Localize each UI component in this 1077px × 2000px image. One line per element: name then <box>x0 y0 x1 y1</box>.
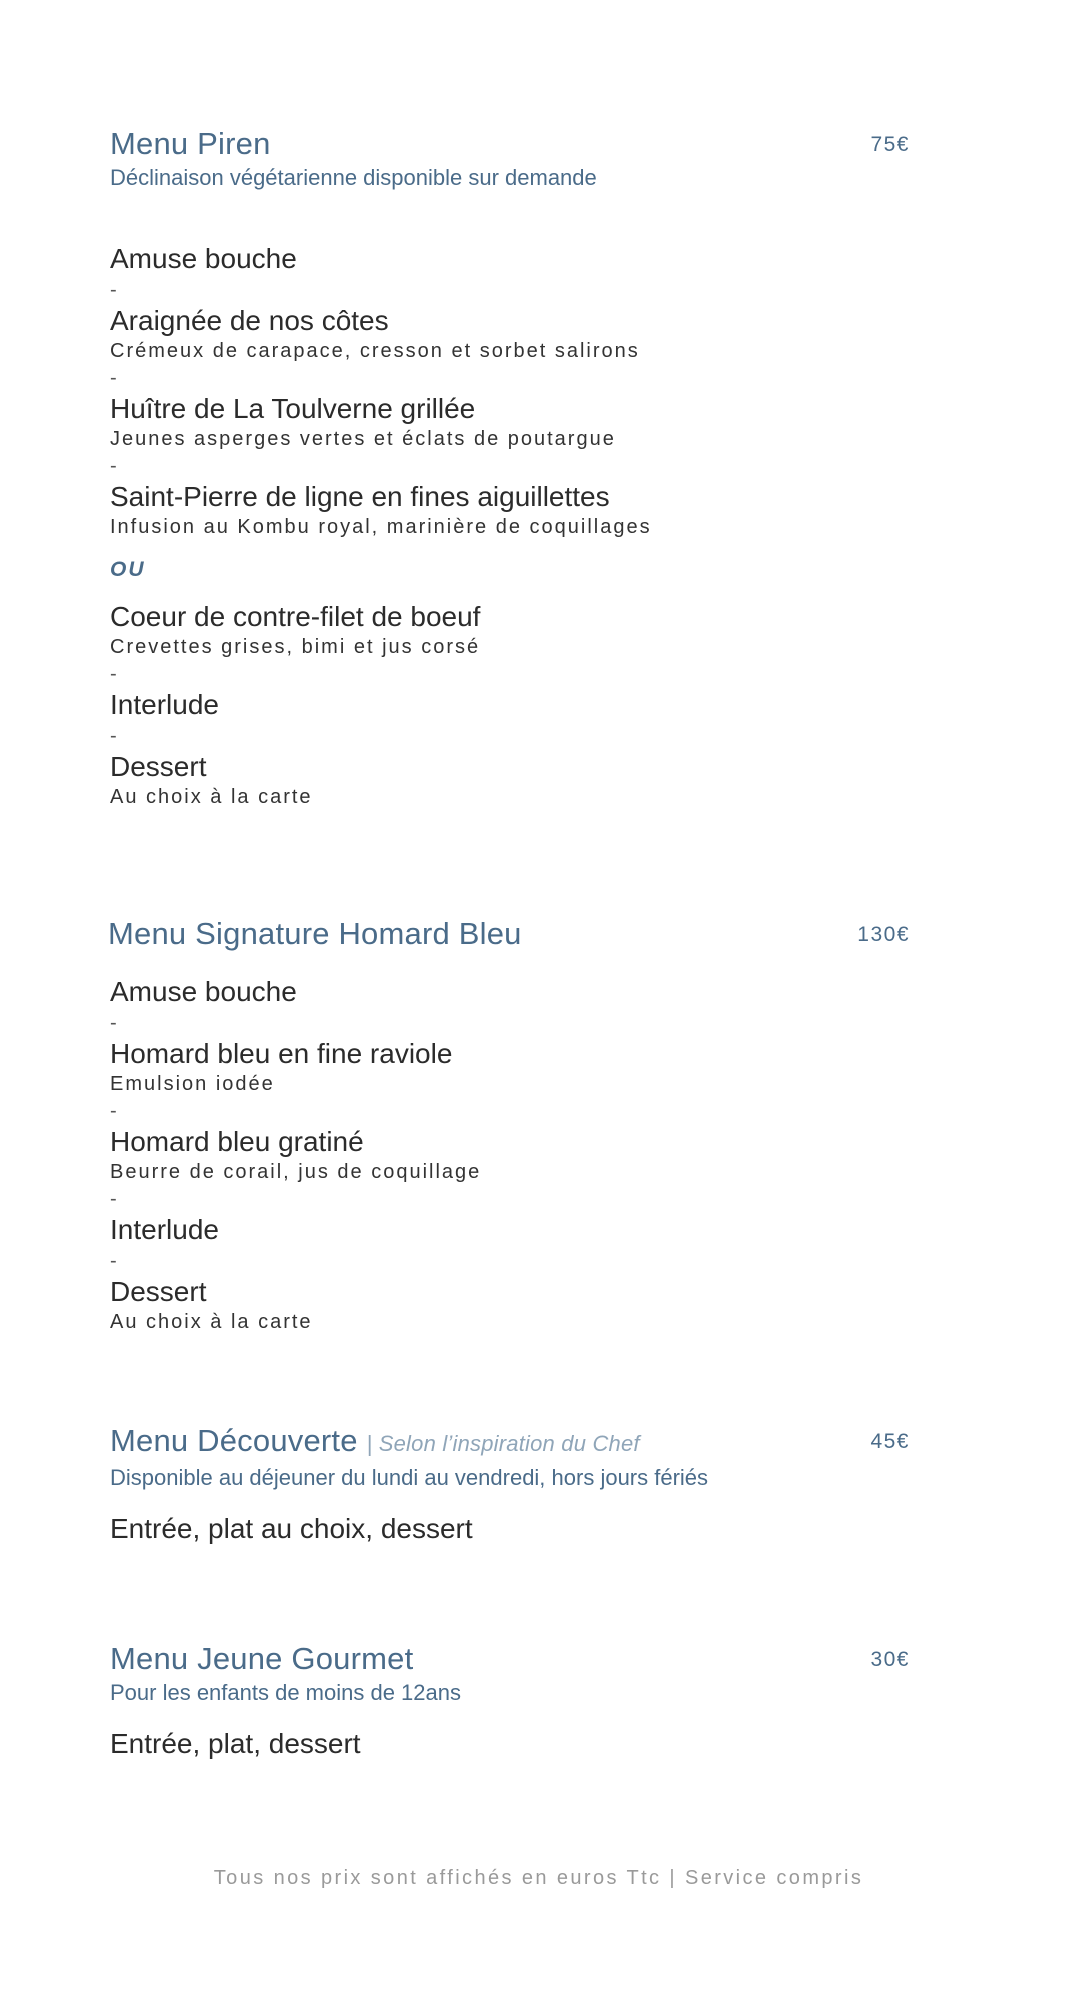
course-name: Dessert <box>110 751 207 782</box>
menu-price: 75€ <box>870 133 910 156</box>
menu-subtitle: Déclinaison végétarienne disponible sur demande <box>110 165 597 190</box>
menu-decouverte <box>110 1422 910 1546</box>
menu-piren <box>110 125 910 810</box>
course-name: Huître de La Toulverne grillée <box>110 393 476 424</box>
course-name: Homard bleu gratiné <box>110 1126 364 1157</box>
course-list <box>108 975 910 1335</box>
menu-title: Menu Piren <box>110 126 271 161</box>
menu-title-text: Menu Découverte <box>110 1423 358 1458</box>
course-name: Amuse bouche <box>110 243 297 274</box>
course-description: Infusion au Kombu royal, marinière de coquillages <box>110 516 652 538</box>
course-description: Beurre de corail, jus de coquillage <box>110 1161 482 1183</box>
course-separator: - <box>110 1188 117 1210</box>
course-separator: - <box>110 367 117 389</box>
course-name: Coeur de contre-filet de boeuf <box>110 601 481 632</box>
menu-content: Entrée, plat, dessert <box>110 1728 361 1759</box>
course-description: Emulsion iodée <box>110 1073 275 1095</box>
price-footer-note: Tous nos prix sont affichés en euros Ttc | Service compris <box>213 1867 864 1889</box>
course-description: Crevettes grises, bimi et jus corsé <box>110 636 481 658</box>
course-separator: - <box>110 279 117 301</box>
course-list <box>110 242 910 810</box>
menu-title: Menu Signature Homard Bleu <box>108 916 522 951</box>
course-separator: - <box>110 663 117 685</box>
course-description: Crémeux de carapace, cresson et sorbet salirons <box>110 340 640 362</box>
menu-signature-homard-bleu <box>108 915 910 1335</box>
menu-price: 130€ <box>857 923 910 946</box>
course-separator: - <box>110 1012 117 1034</box>
menu-price: 45€ <box>870 1430 910 1453</box>
menu-title-inspiration: | Selon l’inspiration du Chef <box>366 1431 640 1456</box>
course-description: Au choix à la carte <box>110 786 313 808</box>
menu-subtitle: Disponible au déjeuner du lundi au vendredi, hors jours fériés <box>110 1465 709 1490</box>
menu-price: 30€ <box>870 1648 910 1671</box>
course-description: Au choix à la carte <box>110 1311 313 1333</box>
menu-title: Menu Jeune Gourmet <box>110 1641 414 1676</box>
menu-subtitle: Pour les enfants de moins de 12ans <box>110 1680 462 1705</box>
course-separator: - <box>110 725 117 747</box>
course-name: Araignée de nos côtes <box>110 305 389 336</box>
course-name: Interlude <box>110 1214 219 1245</box>
course-separator: - <box>110 1250 117 1272</box>
menu-jeune-gourmet <box>110 1640 910 1761</box>
course-description: Jeunes asperges vertes et éclats de poutargue <box>110 428 616 450</box>
course-separator: - <box>110 455 117 477</box>
menu-decouverte-header <box>110 1422 910 1492</box>
menu-jeune-gourmet-header <box>110 1640 910 1707</box>
course-name: Dessert <box>110 1276 207 1307</box>
course-name: Amuse bouche <box>110 976 297 1007</box>
course-separator: - <box>110 1100 117 1122</box>
course-name: Saint-Pierre de ligne en fines aiguillettes <box>110 481 610 512</box>
or-label: OU <box>110 558 146 581</box>
course-name: Homard bleu en fine raviole <box>110 1038 453 1069</box>
menu-content: Entrée, plat au choix, dessert <box>110 1513 473 1544</box>
menu-title <box>110 1422 910 1463</box>
menu-piren-header <box>110 125 910 192</box>
course-name: Interlude <box>110 689 219 720</box>
menu-signature-header <box>108 915 910 953</box>
